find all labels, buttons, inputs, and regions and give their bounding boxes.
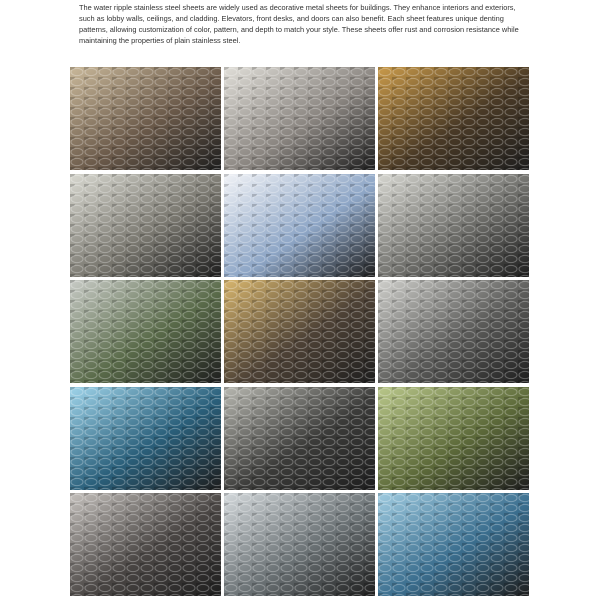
green-ripple-stair-wall-photo [378,387,529,490]
ripple-wall-stair-photo [70,67,221,170]
reception-ripple-wall-photo [378,280,529,383]
ripple-planter-photo [70,280,221,383]
ripple-kitchen-counter-photo [70,493,221,596]
gold-lobby-ripple-wall-photo [378,67,529,170]
blue-lit-ripple-ceiling-photo [70,387,221,490]
ripple-ceiling-corridor-photo [378,174,529,277]
building-ripple-cladding-photo [224,174,375,277]
lobby-ripple-ceiling-photo [224,67,375,170]
lounge-gold-ripple-wall-photo [224,280,375,383]
ripple-facade-columns-photo [224,493,375,596]
restaurant-ripple-wall-photo [70,174,221,277]
ripple-ceiling-stair-photo [224,387,375,490]
ripple-water-feature-photo [378,493,529,596]
intro-paragraph: The water ripple stainless steel sheets are widely used as decorative metal sheets for buildings. They enhance interiors and exteriors, such as lobby walls, ceilings, and cladding. Elevators, front desks, and doors can also benefit. Each sheet features unique denting patterns, allowing customization of color, pattern, and depth to match your style. These sheets offer rust and corrosion resistance while maintaining the properties of plain stainless steel. [79,3,519,46]
